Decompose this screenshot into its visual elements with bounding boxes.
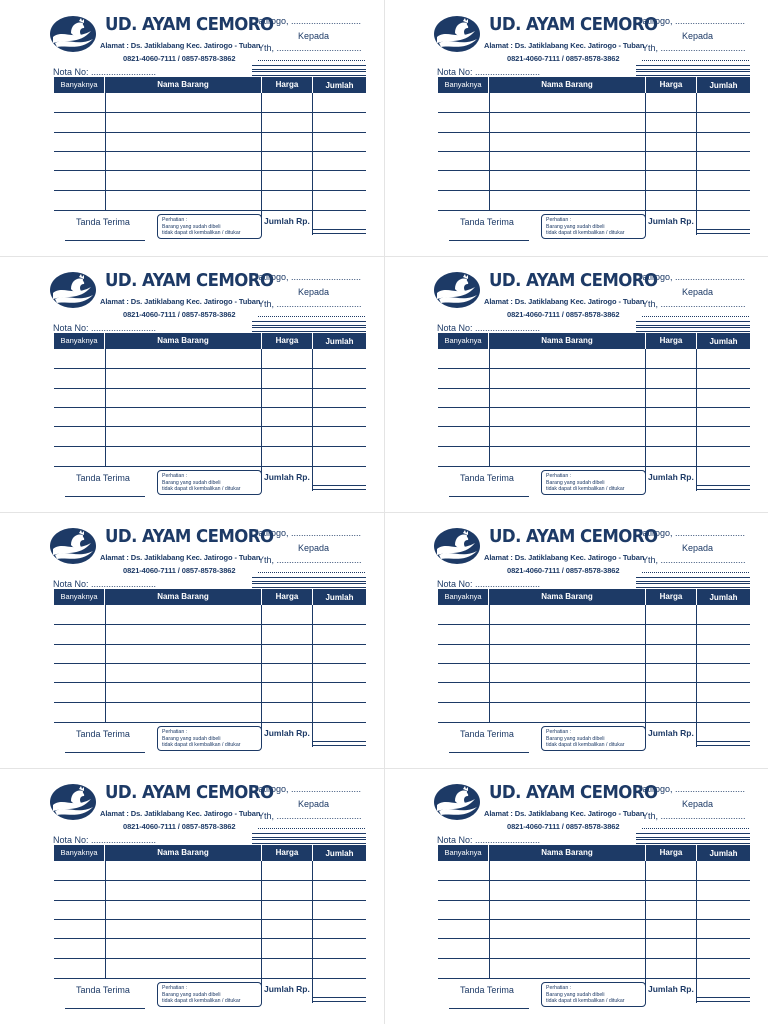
table-row[interactable] (438, 958, 750, 959)
column-header-quantity: Banyaknya (54, 333, 105, 349)
total-label: Jumlah Rp. (648, 728, 694, 738)
table-row[interactable] (54, 190, 366, 191)
total-line[interactable] (696, 229, 750, 230)
notice-title: Perhatian : (546, 473, 572, 479)
nota-form (384, 512, 768, 768)
recipient-address-line[interactable] (642, 572, 749, 573)
recipient-address-line[interactable] (258, 60, 365, 61)
recipient-label: Kepada (298, 31, 330, 41)
column-header-item-name: Nama Barang (105, 845, 262, 861)
column-header-price: Harga (262, 77, 313, 93)
table-row[interactable] (54, 624, 366, 625)
column-header-amount: Jumlah (709, 81, 738, 90)
brand-name: UD. AYAM CEMORO (105, 14, 274, 35)
signature-line[interactable] (65, 752, 145, 753)
nota-number-field[interactable]: Nota No: .......................... (53, 579, 157, 589)
column-header-item-name: Nama Barang (105, 333, 262, 349)
notice-line: tidak dapat di kembalikan / ditukar (162, 486, 241, 492)
notice-line: tidak dapat di kembalikan / ditukar (546, 486, 625, 492)
table-row[interactable] (438, 702, 750, 703)
notice-title: Perhatian : (546, 985, 572, 991)
store-address: Alamat : Ds. Jatiklabang Kec. Jatirogo - Tuban (484, 41, 645, 50)
table-row[interactable] (438, 938, 750, 939)
notice-line: Barang yang sudah dibeli (546, 223, 605, 230)
store-phone: 0821-4060-7111 / 0857-8578-3862 (507, 822, 620, 831)
column-header-amount: Jumlah (709, 849, 738, 858)
receiver-signature-label: Tanda Terima (76, 217, 130, 227)
notice-line: tidak dapat di kembalikan / ditukar (162, 230, 241, 236)
total-label: Jumlah Rp. (648, 216, 694, 226)
signature-line[interactable] (65, 240, 145, 241)
recipient-label: Kepada (298, 543, 330, 553)
cut-guide-line (0, 512, 768, 513)
column-header-item-name: Nama Barang (105, 77, 262, 93)
store-address: Alamat : Ds. Jatiklabang Kec. Jatirogo - Tuban (484, 809, 645, 818)
column-divider (312, 605, 313, 747)
header-divider (252, 583, 366, 588)
table-row[interactable] (54, 880, 366, 881)
notice-line: tidak dapat di kembalikan / ditukar (162, 742, 241, 748)
rooster-logo-icon (49, 15, 97, 53)
brand-name: UD. AYAM CEMORO (105, 782, 274, 803)
nota-number-field[interactable]: Nota No: .......................... (53, 67, 157, 77)
notice-line: tidak dapat di kembalikan / ditukar (162, 998, 241, 1004)
city-date-field[interactable]: Jatirogo, ............................ (254, 16, 362, 26)
signature-line[interactable] (449, 1008, 529, 1009)
table-row[interactable] (54, 426, 366, 427)
table-header (54, 845, 366, 861)
notice-box (157, 726, 262, 751)
table-row[interactable] (54, 958, 366, 959)
table-row[interactable] (54, 407, 366, 408)
nota-form (384, 0, 768, 256)
receiver-signature-label: Tanda Terima (460, 473, 514, 483)
table-row[interactable] (438, 722, 750, 723)
table-row[interactable] (54, 663, 366, 664)
total-line[interactable] (696, 485, 750, 486)
column-header-price: Harga (262, 845, 313, 861)
notice-box (157, 214, 262, 239)
table-row[interactable] (54, 466, 366, 467)
table-row[interactable] (54, 446, 366, 447)
nota-form (384, 768, 768, 1024)
table-row[interactable] (438, 644, 750, 645)
total-line[interactable] (312, 997, 366, 998)
nota-number-field[interactable]: Nota No: .......................... (437, 835, 541, 845)
table-row[interactable] (54, 112, 366, 113)
total-label: Jumlah Rp. (264, 728, 310, 738)
signature-line[interactable] (449, 496, 529, 497)
signature-line[interactable] (65, 1008, 145, 1009)
notice-line: Barang yang sudah dibeli (546, 735, 605, 742)
receiver-signature-label: Tanda Terima (76, 729, 130, 739)
total-line (696, 745, 750, 746)
total-line[interactable] (312, 229, 366, 230)
header-divider (636, 65, 750, 70)
brand-name: UD. AYAM CEMORO (105, 526, 274, 547)
city-date-field[interactable]: Jatirogo, ............................ (638, 528, 746, 538)
column-divider (645, 861, 646, 1003)
column-divider (312, 349, 313, 491)
brand-name: UD. AYAM CEMORO (105, 270, 274, 291)
column-header-price: Harga (262, 589, 313, 605)
table-header (438, 589, 750, 605)
notice-box (541, 470, 646, 495)
header-divider (636, 327, 750, 332)
column-header-price: Harga (646, 333, 697, 349)
recipient-address-line[interactable] (258, 316, 365, 317)
header-divider (252, 833, 366, 838)
table-row[interactable] (438, 466, 750, 467)
column-header-price: Harga (646, 845, 697, 861)
table-row[interactable] (438, 900, 750, 901)
total-label: Jumlah Rp. (264, 984, 310, 994)
table-row[interactable] (438, 388, 750, 389)
store-phone: 0821-4060-7111 / 0857-8578-3862 (507, 566, 620, 575)
recipient-label: Kepada (298, 799, 330, 809)
recipient-field[interactable]: Yth, .................................. (258, 43, 362, 53)
column-divider (312, 861, 313, 1003)
notice-box (541, 726, 646, 751)
total-line (696, 1001, 750, 1002)
store-phone: 0821-4060-7111 / 0857-8578-3862 (507, 54, 620, 63)
table-row[interactable] (438, 112, 750, 113)
rooster-logo-icon (433, 15, 481, 53)
table-header (438, 77, 750, 93)
column-header-quantity: Banyaknya (54, 589, 105, 605)
column-header-price: Harga (646, 589, 697, 605)
table-header (54, 77, 366, 93)
column-divider (696, 93, 697, 235)
store-address: Alamat : Ds. Jatiklabang Kec. Jatirogo - Tuban (484, 553, 645, 562)
table-row[interactable] (438, 151, 750, 152)
recipient-field[interactable]: Yth, .................................. (258, 299, 362, 309)
column-header-amount: Jumlah (325, 849, 354, 858)
brand-name: UD. AYAM CEMORO (489, 14, 658, 35)
recipient-label: Kepada (682, 543, 714, 553)
cut-guide-line (0, 256, 768, 257)
store-address: Alamat : Ds. Jatiklabang Kec. Jatirogo - Tuban (100, 809, 261, 818)
header-divider (636, 321, 750, 326)
rooster-logo-icon (433, 783, 481, 821)
total-line[interactable] (696, 997, 750, 998)
recipient-label: Kepada (298, 287, 330, 297)
table-row[interactable] (54, 210, 366, 211)
notice-title: Perhatian : (162, 729, 188, 735)
recipient-label: Kepada (682, 31, 714, 41)
column-header-quantity: Banyaknya (54, 77, 105, 93)
nota-form (0, 768, 384, 1024)
notice-line: Barang yang sudah dibeli (162, 991, 221, 998)
signature-line[interactable] (449, 752, 529, 753)
column-header-amount: Jumlah (325, 81, 354, 90)
store-phone: 0821-4060-7111 / 0857-8578-3862 (507, 310, 620, 319)
table-row[interactable] (54, 151, 366, 152)
table-row[interactable] (438, 368, 750, 369)
header-divider (636, 839, 750, 844)
signature-line[interactable] (65, 496, 145, 497)
notice-line: tidak dapat di kembalikan / ditukar (546, 742, 625, 748)
column-header-item-name: Nama Barang (105, 589, 262, 605)
table-row[interactable] (54, 368, 366, 369)
header-divider (252, 321, 366, 326)
notice-box (157, 982, 262, 1007)
column-header-item-name: Nama Barang (489, 77, 646, 93)
city-date-field[interactable]: Jatirogo, ............................ (254, 784, 362, 794)
column-header-quantity: Banyaknya (438, 333, 489, 349)
recipient-address-line[interactable] (258, 828, 365, 829)
header-divider (252, 65, 366, 70)
total-line[interactable] (696, 741, 750, 742)
recipient-address-line[interactable] (258, 572, 365, 573)
total-line (696, 489, 750, 490)
column-divider (696, 861, 697, 1003)
receiver-signature-label: Tanda Terima (460, 217, 514, 227)
table-header (54, 589, 366, 605)
nota-number-field[interactable]: Nota No: .......................... (437, 323, 541, 333)
notice-line: Barang yang sudah dibeli (546, 991, 605, 998)
recipient-label: Kepada (682, 799, 714, 809)
column-divider (261, 349, 262, 491)
rooster-logo-icon (49, 783, 97, 821)
column-header-amount: Jumlah (325, 593, 354, 602)
table-header (54, 333, 366, 349)
column-divider (696, 605, 697, 747)
table-header (438, 333, 750, 349)
nota-number-field[interactable]: Nota No: .......................... (437, 579, 541, 589)
column-header-item-name: Nama Barang (489, 589, 646, 605)
column-divider (261, 605, 262, 747)
notice-line: tidak dapat di kembalikan / ditukar (546, 230, 625, 236)
store-phone: 0821-4060-7111 / 0857-8578-3862 (123, 54, 236, 63)
column-divider (645, 349, 646, 491)
column-header-amount: Jumlah (709, 593, 738, 602)
nota-form (384, 256, 768, 512)
header-divider (636, 577, 750, 582)
table-row[interactable] (54, 644, 366, 645)
header-divider (252, 327, 366, 332)
recipient-label: Kepada (682, 287, 714, 297)
store-address: Alamat : Ds. Jatiklabang Kec. Jatirogo - Tuban (100, 553, 261, 562)
store-phone: 0821-4060-7111 / 0857-8578-3862 (123, 310, 236, 319)
total-label: Jumlah Rp. (648, 472, 694, 482)
table-row[interactable] (438, 190, 750, 191)
receiver-signature-label: Tanda Terima (460, 985, 514, 995)
total-line (312, 745, 366, 746)
notice-title: Perhatian : (162, 473, 188, 479)
nota-number-field[interactable]: Nota No: .......................... (437, 67, 541, 77)
nota-number-field[interactable]: Nota No: .......................... (53, 323, 157, 333)
notice-box (541, 214, 646, 239)
table-row[interactable] (54, 722, 366, 723)
city-date-field[interactable]: Jatirogo, ............................ (254, 528, 362, 538)
nota-form (0, 0, 384, 256)
rooster-logo-icon (433, 271, 481, 309)
total-label: Jumlah Rp. (264, 216, 310, 226)
nota-form (0, 256, 384, 512)
recipient-field[interactable]: Yth, .................................. (642, 555, 746, 565)
table-row[interactable] (438, 880, 750, 881)
table-row[interactable] (54, 682, 366, 683)
city-date-field[interactable]: Jatirogo, ............................ (638, 272, 746, 282)
table-row[interactable] (54, 900, 366, 901)
table-row[interactable] (438, 978, 750, 979)
store-phone: 0821-4060-7111 / 0857-8578-3862 (123, 822, 236, 831)
header-divider (636, 583, 750, 588)
table-row[interactable] (54, 132, 366, 133)
recipient-field[interactable]: Yth, .................................. (642, 43, 746, 53)
table-row[interactable] (54, 702, 366, 703)
column-header-quantity: Banyaknya (438, 589, 489, 605)
total-line[interactable] (312, 485, 366, 486)
column-divider (645, 605, 646, 747)
column-header-amount: Jumlah (325, 337, 354, 346)
brand-name: UD. AYAM CEMORO (489, 270, 658, 291)
table-row[interactable] (438, 426, 750, 427)
column-header-quantity: Banyaknya (438, 77, 489, 93)
table-row[interactable] (438, 210, 750, 211)
header-divider (252, 71, 366, 76)
store-address: Alamat : Ds. Jatiklabang Kec. Jatirogo - Tuban (484, 297, 645, 306)
column-divider (312, 93, 313, 235)
total-line (312, 1001, 366, 1002)
header-divider (636, 71, 750, 76)
column-header-amount: Jumlah (709, 337, 738, 346)
recipient-field[interactable]: Yth, .................................. (258, 811, 362, 821)
total-line (312, 233, 366, 234)
notice-line: Barang yang sudah dibeli (162, 479, 221, 486)
column-divider (261, 93, 262, 235)
table-row[interactable] (54, 388, 366, 389)
total-line (312, 489, 366, 490)
column-divider (261, 861, 262, 1003)
city-date-field[interactable]: Jatirogo, ............................ (638, 784, 746, 794)
brand-name: UD. AYAM CEMORO (489, 526, 658, 547)
rooster-logo-icon (433, 527, 481, 565)
rooster-logo-icon (49, 527, 97, 565)
receiver-signature-label: Tanda Terima (460, 729, 514, 739)
header-divider (252, 577, 366, 582)
table-row[interactable] (438, 407, 750, 408)
recipient-field[interactable]: Yth, .................................. (258, 555, 362, 565)
table-header (438, 845, 750, 861)
notice-title: Perhatian : (546, 217, 572, 223)
store-phone: 0821-4060-7111 / 0857-8578-3862 (123, 566, 236, 575)
city-date-field[interactable]: Jatirogo, ............................ (638, 16, 746, 26)
notice-title: Perhatian : (546, 729, 572, 735)
column-header-item-name: Nama Barang (489, 845, 646, 861)
table-row[interactable] (438, 919, 750, 920)
store-address: Alamat : Ds. Jatiklabang Kec. Jatirogo - Tuban (100, 41, 261, 50)
total-label: Jumlah Rp. (648, 984, 694, 994)
notice-line: tidak dapat di kembalikan / ditukar (546, 998, 625, 1004)
header-divider (252, 839, 366, 844)
table-row[interactable] (54, 170, 366, 171)
table-row[interactable] (438, 132, 750, 133)
column-header-price: Harga (262, 333, 313, 349)
total-line (696, 233, 750, 234)
cut-guide-line (0, 768, 768, 769)
recipient-address-line[interactable] (642, 316, 749, 317)
column-header-quantity: Banyaknya (438, 845, 489, 861)
column-divider (696, 349, 697, 491)
total-label: Jumlah Rp. (264, 472, 310, 482)
city-date-field[interactable]: Jatirogo, ............................ (254, 272, 362, 282)
recipient-address-line[interactable] (642, 60, 749, 61)
recipient-field[interactable]: Yth, .................................. (642, 811, 746, 821)
table-row[interactable] (54, 919, 366, 920)
notice-line: Barang yang sudah dibeli (162, 223, 221, 230)
table-row[interactable] (54, 938, 366, 939)
table-row[interactable] (438, 682, 750, 683)
notice-line: Barang yang sudah dibeli (546, 479, 605, 486)
nota-form (0, 512, 384, 768)
notice-title: Perhatian : (162, 985, 188, 991)
store-address: Alamat : Ds. Jatiklabang Kec. Jatirogo - Tuban (100, 297, 261, 306)
table-row[interactable] (438, 624, 750, 625)
column-header-item-name: Nama Barang (489, 333, 646, 349)
table-row[interactable] (438, 170, 750, 171)
column-header-quantity: Banyaknya (54, 845, 105, 861)
notice-line: Barang yang sudah dibeli (162, 735, 221, 742)
receiver-signature-label: Tanda Terima (76, 473, 130, 483)
notice-box (157, 470, 262, 495)
rooster-logo-icon (49, 271, 97, 309)
recipient-address-line[interactable] (642, 828, 749, 829)
column-divider (645, 93, 646, 235)
signature-line[interactable] (449, 240, 529, 241)
brand-name: UD. AYAM CEMORO (489, 782, 658, 803)
nota-number-field[interactable]: Nota No: .......................... (53, 835, 157, 845)
total-line[interactable] (312, 741, 366, 742)
table-row[interactable] (438, 663, 750, 664)
recipient-field[interactable]: Yth, .................................. (642, 299, 746, 309)
notice-title: Perhatian : (162, 217, 188, 223)
notice-box (541, 982, 646, 1007)
table-row[interactable] (54, 978, 366, 979)
receiver-signature-label: Tanda Terima (76, 985, 130, 995)
column-header-price: Harga (646, 77, 697, 93)
header-divider (636, 833, 750, 838)
table-row[interactable] (438, 446, 750, 447)
